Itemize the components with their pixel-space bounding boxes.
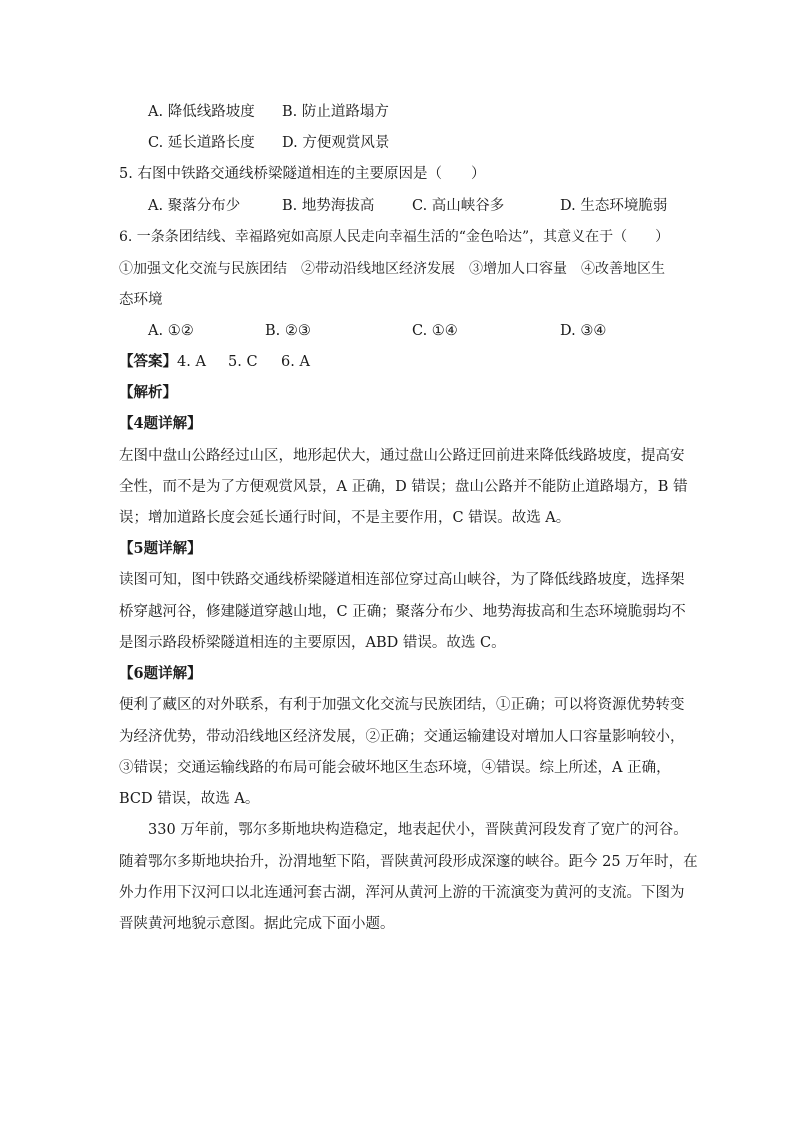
q5-option-b: B. 地势海拔高	[282, 198, 375, 214]
analysis-label: 【解析】	[119, 384, 177, 401]
q4-option-b: B. 防止道路塌方	[282, 104, 389, 120]
q5-option-c: C. 高山峡谷多	[412, 198, 505, 214]
q5-option-a: A. 聚落分布少	[148, 198, 241, 214]
passage-line4: 晋陕黄河地貌示意图。据此完成下面小题。	[119, 916, 395, 932]
q6-items-line1: ①加强文化交流与民族团结 ②带动沿线地区经济发展 ③增加人口容量 ④改善地区生	[119, 261, 665, 277]
answer-6: 6. A	[281, 354, 310, 370]
answer-5: 5. C	[228, 354, 258, 370]
q6-option-b: B. ②③	[265, 323, 311, 339]
detail5-line3: 是图示路段桥梁隧道相连的主要原因，ABD 错误。故选 C。	[119, 635, 506, 651]
q6-stem: 6. 一条条团结线、幸福路宛如高原人民走向幸福生活的“金色哈达”，其意义在于（ ）	[119, 229, 670, 245]
answer-4: 4. A	[177, 354, 206, 370]
detail4-line2: 全性，而不是为了方便观赏风景，A 正确，D 错误；盘山公路并不能防止道路塌方，B 错	[119, 479, 688, 495]
passage-line2: 随着鄂尔多斯地块抬升，汾渭地堑下陷，晋陕黄河段形成深邃的峡谷。距今 25 万年时，在	[119, 854, 698, 870]
q4-option-d: D. 方便观赏风景	[282, 135, 390, 151]
detail6-title: 【6题详解】	[119, 665, 202, 682]
passage-line3: 外力作用下汉河口以北连通河套古湖，浑河从黄河上游的干流演变为黄河的支流。下图为	[119, 885, 685, 901]
detail4-title: 【4题详解】	[119, 415, 202, 432]
answer-row	[119, 352, 206, 372]
detail6-line1: 便利了藏区的对外联系，有利于加强文化交流与民族团结，①正确；可以将资源优势转变	[119, 697, 685, 713]
q6-option-c: C. ①④	[412, 323, 458, 339]
q4-option-a: A. 降低线路坡度	[148, 104, 255, 120]
detail4-line3: 误；增加道路长度会延长通行时间，不是主要作用，C 错误。故选 A。	[119, 510, 571, 526]
q4-option-c: C. 延长道路长度	[148, 135, 255, 151]
answer-label: 【答案】	[119, 353, 177, 370]
detail5-line2: 桥穿越河谷，修建隧道穿越山地，C 正确；聚落分布少、地势海拔高和生态环境脆弱均不	[119, 604, 686, 620]
detail5-line1: 读图可知，图中铁路交通线桥梁隧道相连部位穿过高山峡谷，为了降低线路坡度，选择架	[119, 572, 685, 588]
detail6-line4: BCD 错误，故选 A。	[119, 791, 260, 807]
passage-line1: 330 万年前，鄂尔多斯地块构造稳定，地表起伏小，晋陕黄河段发育了宽广的河谷。	[148, 822, 688, 838]
q6-option-d: D. ③④	[560, 323, 607, 339]
q5-option-d: D. 生态环境脆弱	[560, 198, 668, 214]
detail6-line3: ③错误；交通运输线路的布局可能会破坏地区生态环境，④错误。综上所述，A 正确，	[119, 760, 671, 776]
q6-option-a: A. ①②	[148, 323, 194, 339]
q6-items-line2: 态环境	[119, 292, 163, 308]
detail6-line2: 为经济优势，带动沿线地区经济发展，②正确；交通运输建设对增加人口容量影响较小，	[119, 729, 685, 745]
detail5-title: 【5题详解】	[119, 540, 202, 557]
q5-stem: 5. 右图中铁路交通线桥梁隧道相连的主要原因是（ ）	[119, 166, 486, 182]
detail4-line1: 左图中盘山公路经过山区，地形起伏大，通过盘山公路迂回前进来降低线路坡度，提高安	[119, 448, 685, 464]
